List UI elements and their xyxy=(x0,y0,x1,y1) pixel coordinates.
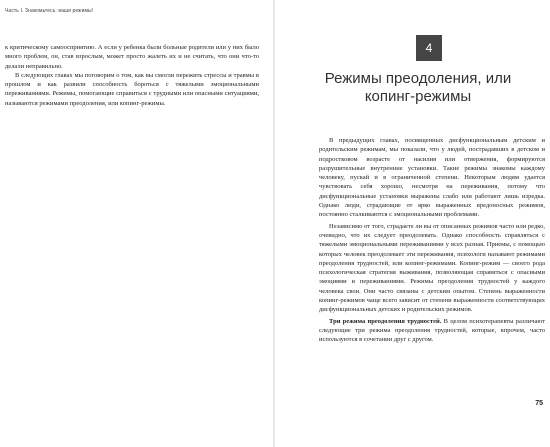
paragraph: к критическому самоосприятию. А если у ребенка были больные родители или у них было много проблем, он, став взрослым, может просто жалеть их и не считать, что они что-то делали неправильно. xyxy=(5,44,259,70)
running-head: Часть I. Знакомьтесь: ваши режимы! xyxy=(5,8,94,14)
page-number: 75 xyxy=(535,400,543,407)
paragraph: Независимо от того, страдаете ли вы от описанных режимов часто или редко, очевидно, что их следует преодолевать. Однако способность справляться с тяжелыми эмоциональными переживаниями у всех разная. Приемы, с помощью которых человек преодолевает эти переживания, психологи называют режимами преодоления трудностей, или копинг-режимами. Копинг-режим — своего рода психологическая стратегия выживания, позволяющая справиться с опасными эмоциями и переживаниями. Режимы преодоления трудностей у каждого человека свои. Они часто связаны с детским опытом. Степень выраженности копинг-режимов чаще всего зависит от степени выраженности соответствующих дисфункциональных детских и родительских режимов. xyxy=(319,222,545,314)
paragraph-rest: В целом психотерапевты различают следующие три режима преодоления трудностей, которые, впрочем, часто используются в сочетании друг с другом. xyxy=(319,317,545,344)
paragraph: В предыдущих главах, посвященных дисфункциональным детским и родительским режимам, мы показали, что у людей, пострадавших в детском и подростковом возрасте от насилия или отвержения, формируются разрушительные внутренние установки. Такие режимы знакомы каждому человеку, пускай и в ограниченной степени. Некоторым людям удается чувствовать себя хорошо, несмотря на переживания, потому что дисфункциональные установки выражены слабо или работают лишь изредка. Однако люди, страдающие от ярко выраженных вредоносных режимов, постоянно сталкиваются с эмоциональными проблемами. xyxy=(319,137,545,219)
bold-lead: Три режима преодоления трудностей. xyxy=(329,317,442,325)
chapter-title: Режимы преодоления, или копинг-режимы xyxy=(324,70,512,105)
paragraph-with-bold-lead xyxy=(319,317,545,345)
paragraph: В следующих главах мы поговорим о том, как вы смогли пережить стрессы и травмы в прошлом и как развили способность бороться с тяжелыми эмоциональными переживаниями. Режимы, помогающие справиться с трудными или опасными ситуациями, называются режимами преодоления, или копинг-режимы. xyxy=(5,71,259,107)
right-page-text xyxy=(319,136,545,345)
left-page xyxy=(0,0,273,447)
left-page-text xyxy=(5,43,259,108)
chapter-number-badge: 4 xyxy=(416,35,442,61)
